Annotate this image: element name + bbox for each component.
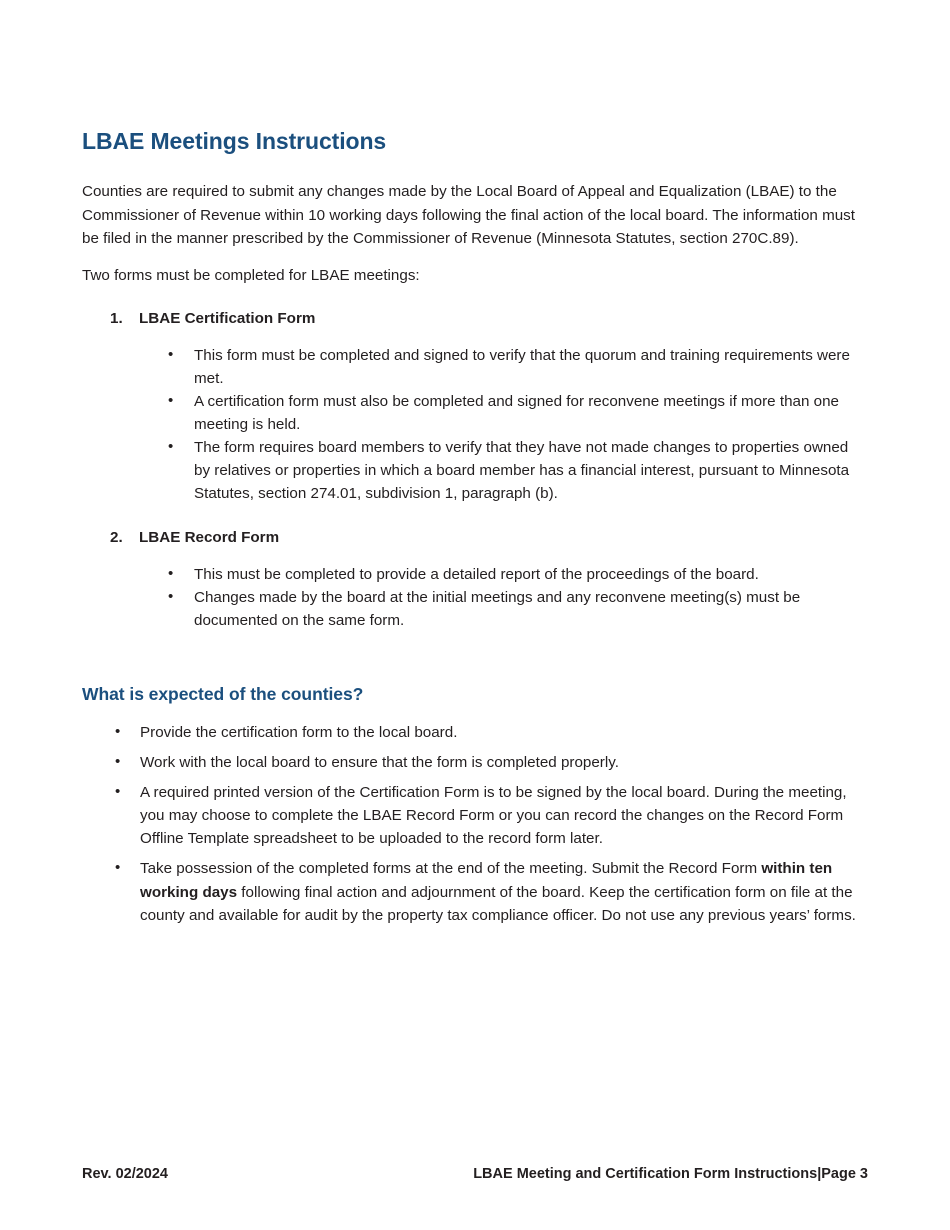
forms-numbered-list bbox=[82, 307, 866, 632]
document-body bbox=[82, 128, 866, 934]
footer-separator: | bbox=[817, 1166, 822, 1182]
bullet-dot-icon: • bbox=[115, 859, 121, 877]
list-item-text: The form requires board members to verify that they have not made changes to properties owned by relatives or properties in which a board member has a financial interest, pursuant to Minnesota Statutes, section 274.01, subdivision 1, paragraph (b). bbox=[194, 439, 850, 503]
list-item bbox=[82, 586, 866, 632]
list-item bbox=[82, 563, 866, 586]
list-item-text: A certification form must also be completed and signed for reconvene meetings if more than one meeting is held. bbox=[194, 393, 839, 434]
numbered-item-label-2: LBAE Record Form bbox=[139, 528, 280, 546]
page-title: LBAE Meetings Instructions bbox=[82, 128, 387, 154]
bullet-dot-icon: • bbox=[168, 564, 174, 582]
bullet-dot-icon: • bbox=[168, 392, 174, 410]
page-footer bbox=[82, 1166, 868, 1182]
certification-form-bullets bbox=[82, 344, 866, 506]
expectations-heading: What is expected of the counties? bbox=[82, 683, 364, 704]
bullet-dot-icon: • bbox=[115, 783, 121, 801]
bullet-dot-icon: • bbox=[168, 438, 174, 456]
list-item-text: Take possession of the completed forms at the end of the meeting. Submit the Record Form within ten working days following final action and adjournment of the board. Keep the certification form on file at the county and available for audit by the property tax compliance officer. Do not use any previous years’ forms. bbox=[140, 860, 856, 924]
footer-revision: Rev. 02/2024 bbox=[82, 1166, 168, 1182]
list-item bbox=[82, 390, 866, 436]
footer-document-info bbox=[473, 1166, 868, 1182]
bullet-dot-icon: • bbox=[168, 587, 174, 605]
expectations-bullets bbox=[82, 721, 866, 927]
list-item-text: Provide the certification form to the local board. bbox=[140, 723, 458, 741]
bullet-dot-icon: • bbox=[115, 722, 121, 740]
list-item-text: A required printed version of the Certification Form is to be signed by the local board. During the meeting, you may choose to complete the LBAE Record Form or you can record the changes on the Record Form Offline Template spreadsheet to be uploaded to the record form later. bbox=[140, 784, 847, 848]
list-item-emphasis: within ten working days bbox=[140, 860, 833, 901]
list-item bbox=[82, 721, 866, 744]
lead-in-paragraph: Two forms must be completed for LBAE meetings: bbox=[82, 266, 420, 284]
footer-document-name: LBAE Meeting and Certification Form Instructions bbox=[473, 1166, 818, 1182]
list-marker-1: 1. bbox=[110, 309, 123, 327]
bullet-dot-icon: • bbox=[115, 753, 121, 771]
footer-page-label: Page 3 bbox=[821, 1166, 868, 1182]
list-item bbox=[82, 436, 866, 505]
section-spacer bbox=[82, 632, 866, 684]
list-item bbox=[82, 344, 866, 390]
bullet-dot-icon: • bbox=[168, 345, 174, 363]
list-item bbox=[82, 781, 866, 850]
list-item-text: This must be completed to provide a detailed report of the proceedings of the board. bbox=[194, 565, 759, 583]
list-item-text: This form must be completed and signed to verify that the quorum and training requirements were met. bbox=[194, 346, 850, 387]
list-marker-2: 2. bbox=[110, 528, 123, 546]
record-form-bullets bbox=[82, 563, 866, 632]
numbered-item-label-1: LBAE Certification Form bbox=[139, 309, 316, 327]
numbered-item-record-form bbox=[82, 526, 866, 549]
list-item bbox=[82, 751, 866, 774]
numbered-item-certification-form bbox=[82, 307, 866, 330]
list-item bbox=[82, 857, 866, 926]
list-item-text: Changes made by the board at the initial meetings and any reconvene meeting(s) must be documented on the same form. bbox=[194, 588, 801, 629]
list-item-text: Work with the local board to ensure that the form is completed properly. bbox=[140, 754, 619, 772]
intro-paragraph: Counties are required to submit any changes made by the Local Board of Appeal and Equalization (LBAE) to the Commissioner of Revenue within 10 working days following the final action of the local board. The information must be filed in the manner prescribed by the Commissioner of Revenue (Minnesota Statutes, section 270C.89). bbox=[82, 183, 855, 247]
